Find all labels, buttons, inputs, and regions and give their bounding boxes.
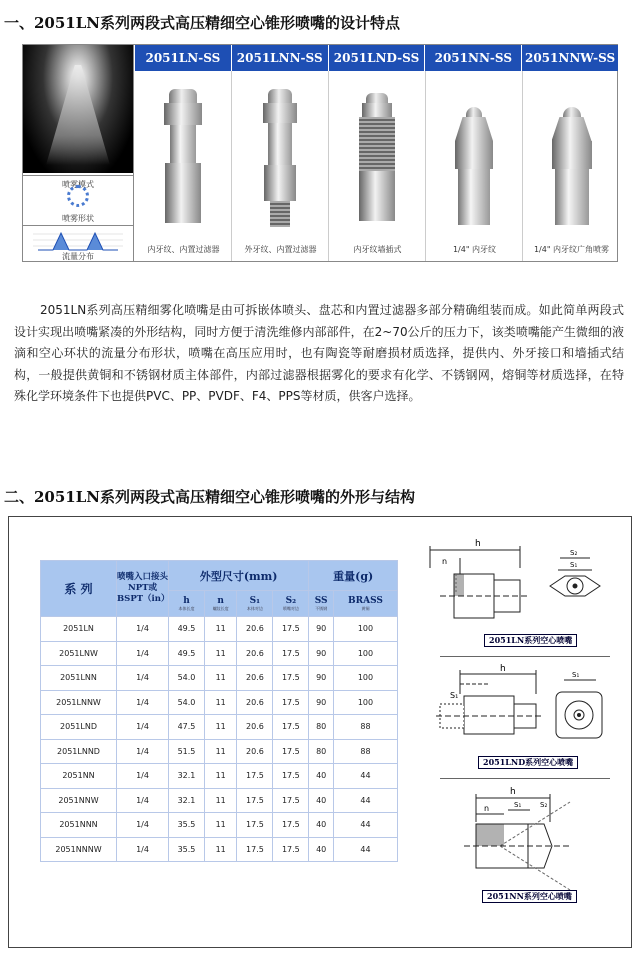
table-row	[41, 641, 398, 666]
value-cell: 17.5	[273, 617, 309, 642]
value-cell: 100	[333, 690, 397, 715]
series-cell: 2051NNN	[41, 813, 117, 838]
value-cell: 1/4	[117, 764, 169, 789]
dim-s1-label: S₁	[514, 801, 522, 809]
spray-shape-label: 喷雾形状	[62, 214, 94, 223]
nozzle-caption: 1/4" 内牙纹广角喷雾	[533, 245, 610, 254]
series-cell: 2051NNW	[41, 788, 117, 813]
value-cell: 35.5	[169, 837, 205, 862]
diagram-2051ln	[420, 528, 620, 650]
section2-title: 二、2051LN系列两段式高压精细空心锥形喷嘴的外形与结构	[4, 488, 416, 506]
series-cell: 2051LNN	[41, 666, 117, 691]
value-cell: 100	[333, 666, 397, 691]
spec-table	[40, 560, 398, 862]
value-cell: 35.5	[169, 813, 205, 838]
col-ss: SS 不锈钢	[309, 591, 334, 617]
nozzle-photo-cell	[232, 71, 329, 261]
value-cell: 40	[309, 788, 334, 813]
nozzle-caption: 内牙纹墙插式	[353, 245, 402, 254]
value-cell: 90	[309, 617, 334, 642]
value-cell: 90	[309, 690, 334, 715]
table-row	[41, 690, 398, 715]
value-cell: 17.5	[273, 666, 309, 691]
model-header: 2051LN-SS	[135, 45, 232, 71]
value-cell: 17.5	[273, 813, 309, 838]
value-cell: 54.0	[169, 690, 205, 715]
nozzle-showcase	[22, 44, 618, 262]
value-cell: 80	[309, 715, 334, 740]
value-cell: 11	[204, 690, 236, 715]
value-cell: 90	[309, 666, 334, 691]
value-cell: 11	[204, 666, 236, 691]
value-cell: 100	[333, 641, 397, 666]
model-header: 2051LNN-SS	[232, 45, 329, 71]
nozzle-photo-cell	[523, 71, 620, 261]
value-cell: 40	[309, 837, 334, 862]
col-s1: S₁ 本体对边	[237, 591, 273, 617]
value-cell: 20.6	[237, 690, 273, 715]
value-cell: 17.5	[237, 788, 273, 813]
value-cell: 1/4	[117, 837, 169, 862]
col-n: n 螺纹长度	[204, 591, 236, 617]
model-header: 2051NNW-SS	[524, 51, 616, 65]
col-header-inlet: 喷嘴入口接头NPT或BSPT（in）	[117, 561, 169, 617]
value-cell: 100	[333, 617, 397, 642]
spray-photo	[23, 45, 133, 173]
nozzle-photo-cell	[135, 71, 232, 261]
nozzle-2051nn-image	[455, 107, 493, 225]
table-row	[41, 715, 398, 740]
table-row	[41, 813, 398, 838]
dim-h-label: h	[500, 664, 506, 674]
diagram-2051ln-label: 2051LN系列空心喷嘴	[484, 634, 577, 647]
value-cell: 44	[333, 837, 397, 862]
col-header-series: 系 列	[41, 561, 117, 617]
nozzle-2051lnd-image	[359, 93, 395, 221]
value-cell: 51.5	[169, 739, 205, 764]
dim-n-label: n	[442, 557, 448, 566]
nozzle-2051lnn-image	[263, 89, 297, 227]
dim-s1-label: S₁	[572, 671, 580, 679]
dim-h-label: h	[510, 787, 516, 797]
model-header: 2051LND-SS	[329, 45, 426, 71]
dim-n-label: n	[484, 804, 490, 813]
value-cell: 17.5	[237, 837, 273, 862]
table-row	[41, 764, 398, 789]
section1-title: 一、2051LN系列两段式高压精细空心锥形喷嘴的设计特点	[4, 14, 401, 32]
value-cell: 11	[204, 764, 236, 789]
value-cell: 49.5	[169, 641, 205, 666]
series-cell: 2051LN	[41, 617, 117, 642]
value-cell: 1/4	[117, 739, 169, 764]
value-cell: 11	[204, 739, 236, 764]
col-header-weight: 重量(g)	[309, 561, 398, 591]
series-cell: 2051NN	[41, 764, 117, 789]
diagram-2051nn	[420, 782, 620, 892]
value-cell: 1/4	[117, 641, 169, 666]
table-row	[41, 617, 398, 642]
value-cell: 54.0	[169, 666, 205, 691]
nozzle-caption: 外牙纹、内置过滤器	[244, 245, 317, 254]
diagram-2051nn-label: 2051NN系列空心喷嘴	[482, 890, 577, 903]
nozzle-2051nnw-image	[552, 107, 592, 225]
value-cell: 20.6	[237, 617, 273, 642]
series-cell: 2051NNNW	[41, 837, 117, 862]
hollow-ring-icon	[67, 185, 89, 207]
series-cell: 2051LNNW	[41, 690, 117, 715]
description-paragraph: 2051LN系列高压精细雾化喷嘴是由可拆嵌体喷头、盘芯和内置过滤器多部分精确组装而成。如此简单两段式设计实现出喷嘴紧凑的外形结构，同时方便于清洗维修内部部件，在2~70公斤的压力下，该类喷嘴能产生微细的液滴和空心环状的流量分布形状，喷嘴在高压应用时，也有陶瓷等耐磨损材质选择，提供内、外牙接口和墙插式结构，一般提供黄铜和不锈钢材质主体部件，内部过滤器根据雾化的要求有化学、不锈钢网，熔铜等材质选择，在特殊化学环境条件下也提供PVC、PP、PVDF、F4、PPS等材质，供客户选择。	[14, 303, 624, 403]
series-cell: 2051LNW	[41, 641, 117, 666]
table-row	[41, 739, 398, 764]
flow-distribution-chart	[33, 229, 123, 251]
series-cell: 2051LNND	[41, 739, 117, 764]
model-header-row	[135, 45, 618, 71]
diagram-2051lnd-label: 2051LND系列空心喷嘴	[478, 756, 578, 769]
dim-s2-label: S₂	[540, 801, 548, 809]
value-cell: 11	[204, 788, 236, 813]
value-cell: 20.6	[237, 715, 273, 740]
value-cell: 40	[309, 813, 334, 838]
value-cell: 1/4	[117, 690, 169, 715]
value-cell: 32.1	[169, 764, 205, 789]
value-cell: 88	[333, 715, 397, 740]
col-h: h 本体长度	[169, 591, 205, 617]
value-cell: 20.6	[237, 641, 273, 666]
value-cell: 11	[204, 813, 236, 838]
value-cell: 88	[333, 739, 397, 764]
value-cell: 17.5	[237, 813, 273, 838]
nozzle-caption: 1/4" 内牙纹	[452, 245, 497, 254]
value-cell: 20.6	[237, 666, 273, 691]
value-cell: 17.5	[273, 788, 309, 813]
value-cell: 40	[309, 764, 334, 789]
model-header: 2051NN-SS	[425, 45, 522, 71]
nozzle-photo-cell	[329, 71, 426, 261]
value-cell: 11	[204, 641, 236, 666]
value-cell: 80	[309, 739, 334, 764]
value-cell: 17.5	[273, 837, 309, 862]
value-cell: 11	[204, 715, 236, 740]
value-cell: 1/4	[117, 617, 169, 642]
value-cell: 47.5	[169, 715, 205, 740]
value-cell: 11	[204, 617, 236, 642]
dim-s1-label: S₁	[570, 561, 578, 569]
value-cell: 17.5	[273, 739, 309, 764]
value-cell: 17.5	[237, 764, 273, 789]
value-cell: 17.5	[273, 715, 309, 740]
nozzle-photo-cell	[426, 71, 523, 261]
diagram-2051lnd	[420, 660, 620, 770]
value-cell: 49.5	[169, 617, 205, 642]
col-s2: S₂ 喷嘴对边	[273, 591, 309, 617]
nozzle-2051ln-image	[164, 89, 202, 223]
dim-h-label: h	[475, 539, 481, 549]
value-cell: 1/4	[117, 666, 169, 691]
value-cell: 17.5	[273, 690, 309, 715]
value-cell: 32.1	[169, 788, 205, 813]
value-cell: 44	[333, 788, 397, 813]
dim-s2-label: S₂	[570, 549, 578, 557]
spray-info-column	[23, 45, 134, 261]
value-cell: 44	[333, 764, 397, 789]
value-cell: 20.6	[237, 739, 273, 764]
value-cell: 90	[309, 641, 334, 666]
value-cell: 1/4	[117, 813, 169, 838]
nozzle-caption: 内牙纹、内置过滤器	[147, 245, 220, 254]
table-row	[41, 788, 398, 813]
table-row	[41, 666, 398, 691]
value-cell: 44	[333, 813, 397, 838]
value-cell: 17.5	[273, 764, 309, 789]
col-header-dimensions: 外型尺寸(mm)	[169, 561, 309, 591]
value-cell: 17.5	[273, 641, 309, 666]
value-cell: 11	[204, 837, 236, 862]
col-brass: BRASS 黄铜	[333, 591, 397, 617]
series-cell: 2051LND	[41, 715, 117, 740]
dim-s1-label: S₁	[450, 691, 459, 700]
spray-pattern-label: 喷雾模式	[62, 180, 94, 189]
table-row	[41, 837, 398, 862]
value-cell: 1/4	[117, 788, 169, 813]
flow-distribution-label: 流量分布	[62, 252, 94, 261]
value-cell: 1/4	[117, 715, 169, 740]
